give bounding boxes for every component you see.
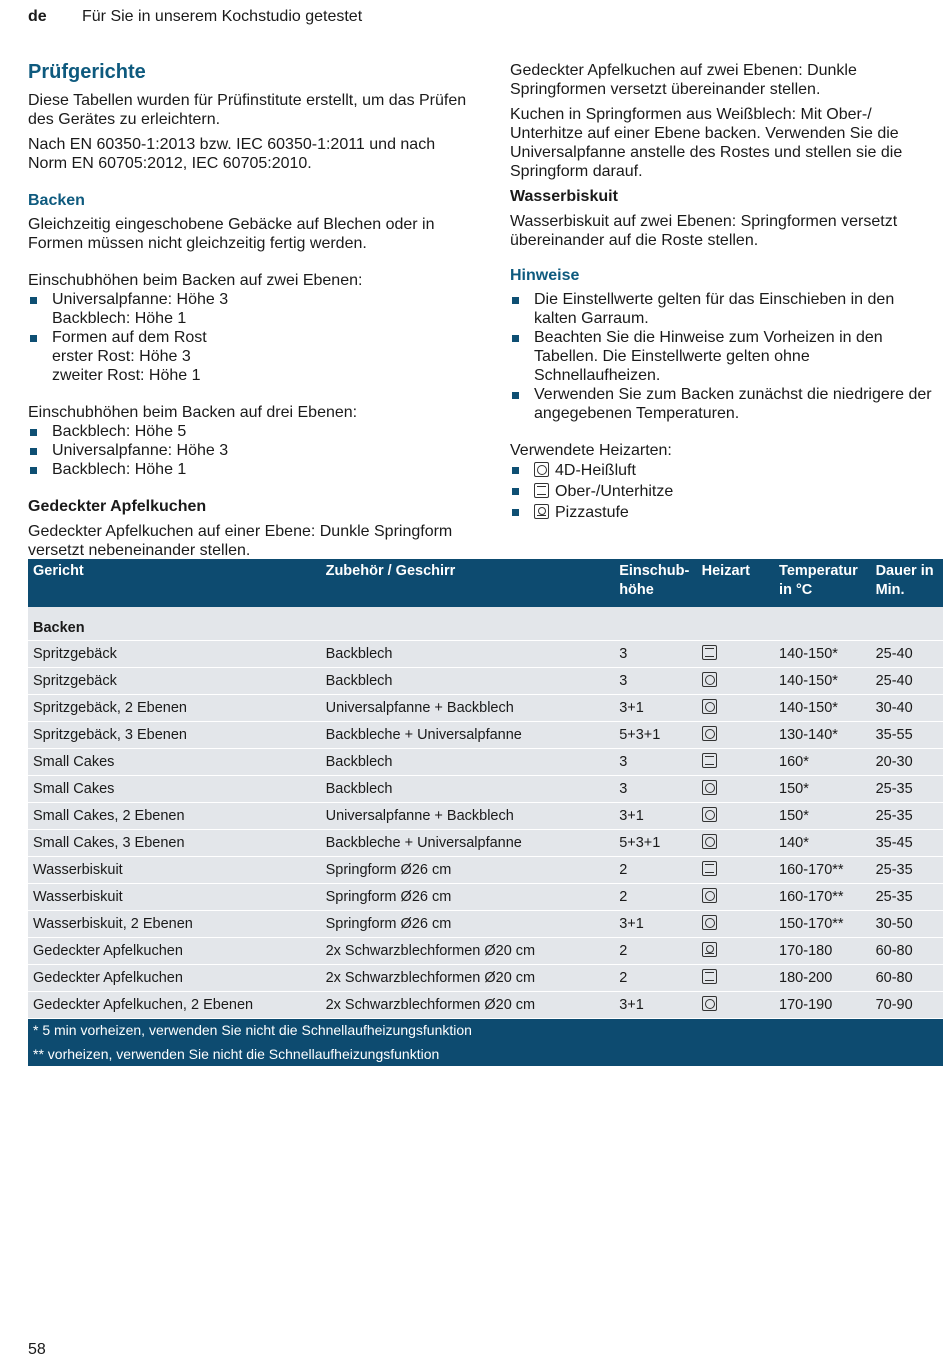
two-levels-intro: Einschubhöhen beim Backen auf zwei Ebenen: [28,272,363,289]
cell-level: 5+3+1 [619,834,661,851]
top-bottom-icon [534,483,549,498]
cell-dish: Small Cakes [33,780,115,797]
footnote-row [28,1042,943,1066]
cell-duration: 25-40 [875,672,913,689]
cell-mode [697,775,774,802]
col-header-level: Einschub- höhe [619,563,690,598]
cell-temperature: 150-170** [779,915,844,932]
cell-level: 3 [619,645,628,662]
cell-temperature: 160-170** [779,861,844,878]
table-row [28,694,943,721]
cell-dish: Gedeckter Apfelkuchen [33,942,183,959]
page-title: Prüfgerichte [28,61,146,83]
cell-mode [697,964,774,991]
intro-text: Diese Tabellen wurden für Prüfinstitute erstellt, um das Prüfen des Gerätes zu erleichtern. [28,92,467,128]
cell-duration: 25-35 [875,888,913,905]
list-item: Backblech: Höhe 5 [28,422,468,441]
cell-level: 3+1 [619,915,644,932]
three-levels-intro: Einschubhöhen beim Backen auf drei Ebenen: [28,404,358,421]
cell-duration: 35-45 [875,834,913,851]
fan-icon [702,699,717,714]
table-row [28,856,943,883]
cell-duration: 30-40 [875,699,913,716]
fan-icon [702,834,717,849]
cell-mode [697,748,774,775]
cell-level: 2 [619,888,628,905]
cell-duration: 25-35 [875,780,913,797]
cell-temperature: 140-150* [779,699,838,716]
top-bottom-icon [702,753,717,768]
table-row [28,775,943,802]
table-row [28,910,943,937]
fan-icon [702,726,717,741]
table-row [28,991,943,1018]
table-row [28,748,943,775]
footnote: ** vorheizen, verwenden Sie nicht die Schnellaufheizungsfunktion [33,1046,440,1062]
fan-icon [702,672,717,687]
wasser-heading: Wasserbiskuit [510,188,618,205]
table-row [28,667,943,694]
cell-accessory: Springform Ø26 cm [325,915,452,932]
col-header-mode: Heizart [701,563,750,579]
table-header-row [28,559,943,607]
cell-accessory: Universalpfanne + Backblech [325,699,514,716]
cell-duration: 60-80 [875,942,913,959]
list-item: Universalpfanne: Höhe 3 [28,441,468,460]
cell-duration: 70-90 [875,996,913,1013]
cell-dish: Gedeckter Apfelkuchen [33,969,183,986]
footnote-row [28,1018,943,1042]
cell-temperature: 140-150* [779,645,838,662]
cell-dish: Spritzgebäck, 3 Ebenen [33,726,187,743]
cell-accessory: Springform Ø26 cm [325,861,452,878]
list-item: Formen auf dem Rost erster Rost: Höhe 3 zweiter Rost: Höhe 1 [28,328,468,385]
fan-icon [702,888,717,903]
cell-accessory: Backbleche + Universalpfanne [325,834,522,851]
cell-accessory: Springform Ø26 cm [325,888,452,905]
hinweise-heading: Hinweise [510,267,580,284]
cell-mode [697,883,774,910]
table-row [28,721,943,748]
table-row [28,802,943,829]
cell-duration: 30-50 [875,915,913,932]
cell-mode [697,694,774,721]
cell-accessory: Backbleche + Universalpfanne [325,726,522,743]
list-item: Backblech: Höhe 1 [28,460,468,479]
cell-temperature: 180-200 [779,969,833,986]
cell-duration: 35-55 [875,726,913,743]
wasser-text: Wasserbiskuit auf zwei Ebenen: Springformen versetzt übereinander auf die Roste stellen. [510,213,898,249]
top-bottom-icon [702,861,717,876]
cell-level: 3+1 [619,996,644,1013]
hinweise-list [510,290,940,423]
cell-mode [697,856,774,883]
cell-dish: Small Cakes [33,753,115,770]
cell-duration: 20-30 [875,753,913,770]
section-row [28,607,943,640]
cell-level: 3 [619,780,628,797]
footnote: * 5 min vorheizen, verwenden Sie nicht die Schnellaufheizungsfunktion [33,1022,472,1039]
cell-dish: Wasserbiskuit [33,861,123,878]
cell-dish: Small Cakes, 2 Ebenen [33,807,185,824]
cell-temperature: 160* [779,753,809,770]
cell-level: 3+1 [619,699,644,716]
cell-duration: 25-40 [875,645,913,662]
cell-mode [697,721,774,748]
cell-duration: 25-35 [875,861,913,878]
cell-temperature: 150* [779,807,809,824]
backen-heading: Backen [28,192,85,209]
cell-accessory: Universalpfanne + Backblech [325,807,514,824]
col-header-accessory: Zubehör / Geschirr [325,563,456,579]
list-item: Pizzastufe [510,502,940,523]
cell-temperature: 140* [779,834,809,851]
fan-icon [702,807,717,822]
cell-mode [697,829,774,856]
list-item: Die Einstellwerte gelten für das Einschieben in den kalten Garraum. [510,290,940,328]
list-item: 4D-Heißluft [510,460,940,481]
list-item: Universalpfanne: Höhe 3 Backblech: Höhe 1 [28,290,468,328]
cell-temperature: 140-150* [779,672,838,689]
list-item: Verwenden Sie zum Backen zunächst die niedrigere der angegebenen Temperaturen. [510,385,940,423]
left-column [28,59,468,566]
page-number: 58 [28,1341,46,1358]
cell-temperature: 170-190 [779,996,833,1013]
cell-level: 3 [619,753,628,770]
cell-dish: Spritzgebäck, 2 Ebenen [33,699,187,716]
cell-mode [697,802,774,829]
col-header-temperature: Temperatur in °C [779,563,858,598]
fan-icon [702,780,717,795]
cell-mode [697,910,774,937]
test-dishes-table [28,559,943,1066]
pizza-icon [702,942,717,957]
norm-text: Nach EN 60350-1:2013 bzw. IEC 60350-1:2011 und nach Norm EN 60705:2012, IEC 60705:2010. [28,136,436,172]
table-row [28,964,943,991]
cell-accessory: 2x Schwarzblechformen Ø20 cm [325,969,536,986]
cell-level: 5+3+1 [619,726,661,743]
col-header-duration: Dauer in Min. [875,563,934,598]
fan-icon [702,996,717,1011]
cell-level: 2 [619,861,628,878]
cell-temperature: 170-180 [779,942,833,959]
three-levels-list [28,422,468,479]
top-bottom-icon [702,645,717,660]
cell-duration: 60-80 [875,969,913,986]
cell-mode [697,991,774,1018]
cell-mode [697,667,774,694]
cell-dish: Spritzgebäck [33,645,117,662]
apfel-heading: Gedeckter Apfelkuchen [28,498,207,515]
top-bottom-icon [702,969,717,984]
cell-accessory: Backblech [325,780,393,797]
list-item: Beachten Sie die Hinweise zum Vorheizen in den Tabellen. Die Einstellwerte gelten ohne Schnellaufheizen. [510,328,940,385]
list-item: Ober-/Unterhitze [510,481,940,502]
heizarten-intro: Verwendete Heizarten: [510,442,672,459]
fan-icon [702,915,717,930]
springform-text: Kuchen in Springformen aus Weißblech: Mit Ober-/ Unterhitze auf einer Ebene backen. Verwenden Sie die Universalpfanne anstelle des Rostes und stellen sie die Springform darauf. [510,106,903,180]
two-levels-list [28,290,468,385]
language-code: de [28,8,47,25]
fan-icon [534,462,549,477]
cell-level: 2 [619,969,628,986]
apfel-two-text: Gedeckter Apfelkuchen auf zwei Ebenen: Dunkle Springformen versetzt übereinander stellen. [510,62,857,98]
cell-accessory: Backblech [325,753,393,770]
cell-dish: Gedeckter Apfelkuchen, 2 Ebenen [33,996,254,1013]
col-header-dish: Gericht [33,563,84,579]
cell-temperature: 150* [779,780,809,797]
section-label: Backen [33,620,85,637]
cell-accessory: Backblech [325,645,393,662]
cell-dish: Small Cakes, 3 Ebenen [33,834,185,851]
cell-mode [697,937,774,964]
cell-level: 3+1 [619,807,644,824]
cell-dish: Wasserbiskuit [33,888,123,905]
cell-dish: Wasserbiskuit, 2 Ebenen [33,915,193,932]
table-row [28,829,943,856]
apfel-text: Gedeckter Apfelkuchen auf einer Ebene: Dunkle Springform versetzt nebeneinander stellen. [28,523,453,559]
header-title: Für Sie in unserem Kochstudio getestet [82,8,363,25]
cell-level: 3 [619,672,628,689]
cell-duration: 25-35 [875,807,913,824]
heizarten-list [510,460,940,523]
table-row [28,937,943,964]
pizza-icon [534,504,549,519]
table-row [28,640,943,667]
backen-text: Gleichzeitig eingeschobene Gebäcke auf Blechen oder in Formen müssen nicht gleichzeitig fertig werden. [28,216,435,252]
cell-temperature: 160-170** [779,888,844,905]
cell-mode [697,640,774,667]
right-column [510,61,940,529]
cell-temperature: 130-140* [779,726,838,743]
cell-accessory: Backblech [325,672,393,689]
cell-level: 2 [619,942,628,959]
cell-accessory: 2x Schwarzblechformen Ø20 cm [325,996,536,1013]
table-row [28,883,943,910]
cell-dish: Spritzgebäck [33,672,117,689]
cell-accessory: 2x Schwarzblechformen Ø20 cm [325,942,536,959]
